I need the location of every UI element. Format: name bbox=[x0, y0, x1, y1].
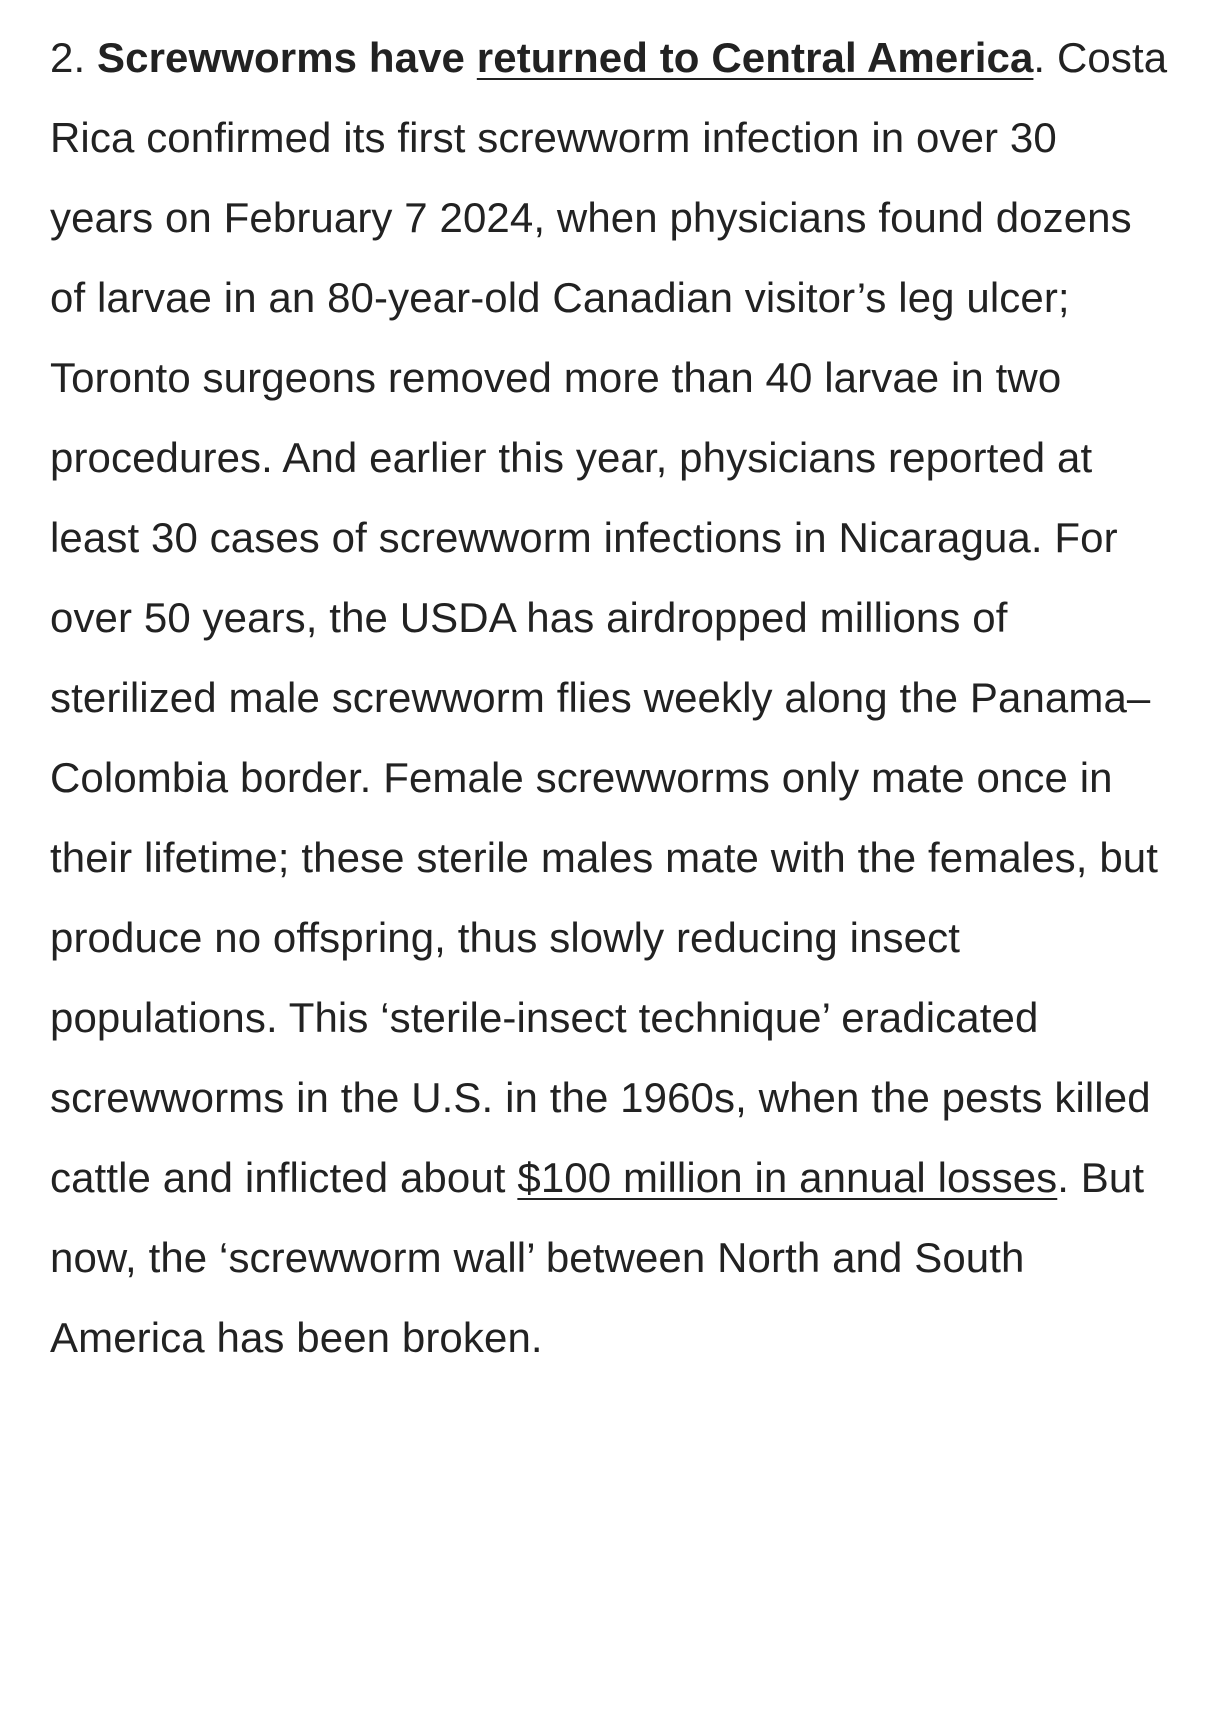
item-number: 2. bbox=[50, 34, 97, 81]
returned-to-central-america-link[interactable]: returned to Central America bbox=[476, 34, 1034, 81]
annual-losses-link[interactable]: $100 million in annual losses bbox=[517, 1154, 1058, 1201]
heading-text: Screwworms have bbox=[97, 34, 477, 81]
article-paragraph bbox=[50, 18, 1170, 1378]
body-text-part1: . Costa Rica confirmed its first screwworm infection in over 30 years on February 7 2024, when physicians found dozens of larvae in an 80-year-old Canadian visitor’s leg ulcer; Toronto surgeons removed more than 40 larvae in two procedures. And earlier this year, physicians reported at least 30 cases of screwworm infections in Nicaragua. For over 50 years, the USDA has airdropped millions of sterilized male screwworm flies weekly along the Panama–Colombia border. Female screwworms only mate once in their lifetime; these sterile males mate with the females, but produce no offspring, thus slowly reducing insect populations. This ‘sterile-insect technique’ eradicated screwworms in the U.S. in the 1960s, when the pests killed cattle and inflicted about bbox=[50, 34, 1168, 1201]
body-text-part2: . But now, the ‘screwworm wall’ between North and South America has been broken. bbox=[50, 1154, 1145, 1361]
